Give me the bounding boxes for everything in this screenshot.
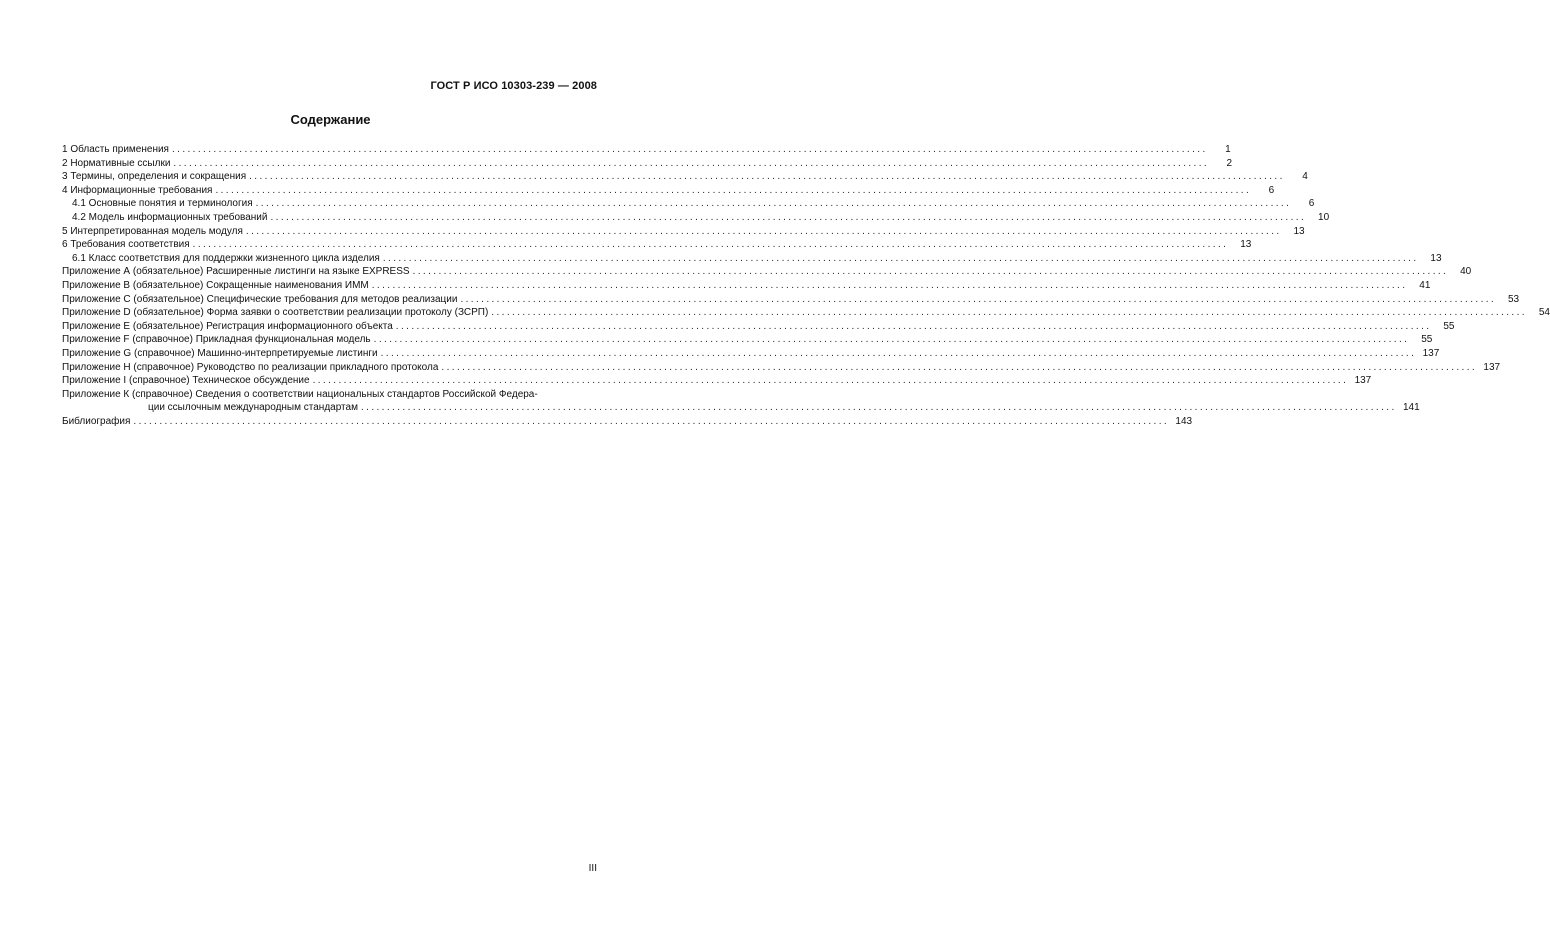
- toc-entry[interactable]: [62, 170, 1308, 184]
- toc-entry-page: 13: [1430, 252, 1442, 264]
- toc-leader-dots: ........................................................................................................................................................................................................: [245, 225, 1282, 237]
- page-number: III: [588, 863, 597, 874]
- toc-entry[interactable]: [62, 252, 1442, 266]
- toc-entry[interactable]: [62, 306, 1550, 320]
- toc-entry-label: 5 Интерпретированная модель модуля: [62, 225, 243, 237]
- toc-entry-label: 4 Информационные требования: [62, 184, 213, 196]
- toc-entry-label: 4.1 Основные понятия и терминология: [72, 198, 253, 210]
- toc-entry-bibliography[interactable]: [62, 415, 1193, 429]
- toc-entry-label: Приложение Н (справочное) Руководство по реализации прикладного протокола: [62, 361, 439, 373]
- toc-leader-dots: ........................................................................................................................................................................................................: [371, 279, 1408, 291]
- toc-entry-label: 6 Требования соответствия: [62, 239, 190, 251]
- toc-leader-dots: ........................................................................................................................................................................................................: [491, 307, 1527, 319]
- toc-entry[interactable]: [62, 320, 1455, 334]
- toc-entry-page: 55: [1443, 320, 1455, 332]
- toc-leader-dots: ........................................................................................................................................................................................................: [360, 402, 1397, 414]
- toc-entry[interactable]: [62, 374, 1372, 388]
- toc-entry[interactable]: [62, 293, 1520, 307]
- toc-leader-dots: ........................................................................................................................................................................................................: [441, 361, 1478, 373]
- toc-entry[interactable]: [62, 361, 1501, 375]
- toc-entry-label: 3 Термины, определения и сокращения: [62, 171, 247, 183]
- toc-entry-page: 137: [1422, 347, 1440, 359]
- toc-leader-dots: ........................................................................................................................................................................................................: [171, 144, 1208, 155]
- toc-leader-dots: ........................................................................................................................................................................................................: [312, 375, 1349, 387]
- toc-leader-dots: ........................................................................................................................................................................................................: [215, 184, 1252, 196]
- toc-entry-label: Библиография: [62, 415, 131, 427]
- toc-leader-dots: ........................................................................................................................................................................................................: [382, 252, 1419, 264]
- toc-entry-label: Приложение К (справочное) Сведения о соответствии национальных стандартов Российской Федера-: [62, 388, 538, 400]
- toc-entry[interactable]: [62, 347, 1440, 361]
- toc-entry[interactable]: [62, 143, 1231, 157]
- toc-leader-dots: ........................................................................................................................................................................................................: [192, 239, 1229, 251]
- toc-entry-page: 55: [1421, 334, 1433, 346]
- toc-entry-label: 4.2 Модель информационных требований: [72, 211, 268, 223]
- toc-entry[interactable]: [62, 279, 1431, 293]
- toc-entry-page: 143: [1175, 415, 1193, 427]
- toc-entry-label: 1 Область применения: [62, 144, 169, 155]
- toc-entry-page: 54: [1538, 307, 1550, 319]
- toc-entry-page: 6: [1268, 184, 1275, 196]
- toc-leader-dots: ........................................................................................................................................................................................................: [395, 320, 1432, 332]
- toc-leader-dots: ........................................................................................................................................................................................................: [255, 198, 1292, 210]
- toc-entry[interactable]: [62, 265, 1472, 279]
- table-of-contents: [62, 143, 1550, 428]
- toc-entry-page: 141: [1402, 402, 1420, 414]
- toc-entry[interactable]: [62, 333, 1433, 347]
- toc-entry-label: Приложение А (обязательное) Расширенные листинги на языке EXPRESS: [62, 266, 410, 278]
- toc-entry-label: Приложение Е (обязательное) Регистрация информационного объекта: [62, 320, 393, 332]
- toc-entry-page: 1: [1225, 144, 1231, 155]
- toc-entry-page: 13: [1293, 225, 1305, 237]
- toc-leader-dots: ........................................................................................................................................................................................................: [412, 266, 1449, 278]
- toc-entry[interactable]: [62, 225, 1305, 239]
- toc-entry-page: 10: [1318, 211, 1330, 223]
- toc-entry-page: 41: [1419, 279, 1431, 291]
- toc-entry[interactable]: [62, 211, 1330, 225]
- toc-entry[interactable]: [62, 184, 1275, 198]
- toc-leader-dots: ........................................................................................................................................................................................................: [373, 334, 1410, 346]
- toc-leader-dots: ........................................................................................................................................................................................................: [133, 415, 1170, 427]
- toc-entry-label: Приложение I (справочное) Техническое обсуждение: [62, 375, 310, 387]
- toc-leader-dots: ........................................................................................................................................................................................................: [380, 347, 1417, 359]
- document-code: ГОСТ Р ИСО 10303-239 — 2008: [430, 80, 597, 92]
- toc-entry-page: 4: [1302, 171, 1308, 183]
- toc-entry-page: 137: [1483, 361, 1501, 373]
- toc-entry[interactable]: [62, 157, 1233, 171]
- toc-entry-label: 2 Нормативные ссылки: [62, 157, 171, 169]
- toc-entry-label: Приложение G (справочное) Машинно-интерпретируемые листинги: [62, 347, 378, 359]
- toc-entry-page: 2: [1226, 157, 1233, 169]
- toc-entry-label: ции ссылочным международным стандартам: [148, 402, 358, 414]
- page-title: Содержание: [290, 112, 371, 127]
- toc-entry-label: Приложение С (обязательное) Специфические требования для методов реализации: [62, 293, 458, 305]
- toc-entry-label: Приложение F (справочное) Прикладная функциональная модель: [62, 334, 371, 346]
- toc-entry[interactable]: [62, 238, 1252, 252]
- toc-leader-dots: ........................................................................................................................................................................................................: [460, 293, 1497, 305]
- toc-entry-label: Приложение D (обязательное) Форма заявки о соответствии реализации протоколу (ЗСРП): [62, 307, 489, 319]
- toc-entry-page: 53: [1507, 293, 1520, 305]
- toc-entry-label: Приложение В (обязательное) Сокращенные наименования ИММ: [62, 279, 369, 291]
- toc-entry-page: 40: [1460, 266, 1472, 278]
- toc-leader-dots: ........................................................................................................................................................................................................: [173, 157, 1210, 169]
- toc-entry-label: 6.1 Класс соответствия для поддержки жизненного цикла изделия: [72, 252, 380, 264]
- toc-leader-dots: ........................................................................................................................................................................................................: [249, 171, 1285, 183]
- toc-leader-dots: ........................................................................................................................................................................................................: [270, 211, 1307, 223]
- toc-entry[interactable]: [62, 197, 1315, 211]
- toc-entry-page: 13: [1240, 239, 1252, 251]
- toc-entry-page: 137: [1354, 375, 1372, 387]
- toc-entry-annex-k[interactable]: [62, 388, 1420, 415]
- toc-entry-page: 6: [1308, 198, 1315, 210]
